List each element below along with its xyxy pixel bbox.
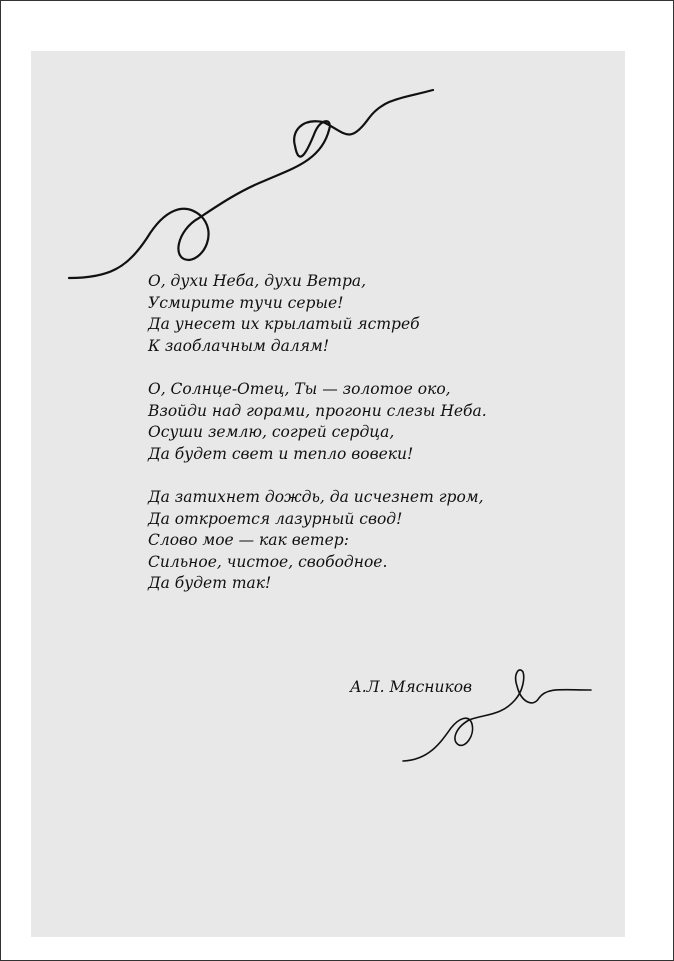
- poem-stanza: [148, 379, 568, 465]
- poem-body: [148, 271, 568, 617]
- poem-stanza: [148, 271, 568, 357]
- swirl-flourish-top: [39, 38, 449, 288]
- poem-line: Осуши землю, согрей сердца,: [148, 423, 395, 442]
- poem-line: Да будет свет и тепло вовеки!: [148, 444, 414, 463]
- poem-line: Взойди над горами, прогони слезы Неба.: [148, 401, 487, 420]
- poem-line: Да затихнет дождь, да исчезнет гром,: [148, 487, 484, 506]
- poem-stanza: [148, 487, 568, 595]
- poem-line: Усмирите тучи серые!: [148, 293, 344, 312]
- poem-line: Да унесет их крылатый ястреб: [148, 315, 420, 334]
- poem-line: Слово мое — как ветер:: [148, 531, 349, 550]
- poem-line: Да откроется лазурный свод!: [148, 509, 403, 528]
- poem-line: О, Солнце-Отец, Ты — золотое око,: [148, 379, 451, 398]
- swirl-flourish-bottom: [371, 642, 601, 767]
- poem-author: А.Л. Мясников: [350, 678, 473, 696]
- poem-line: О, духи Неба, духи Ветра,: [148, 272, 367, 290]
- poem-line: Сильное, чистое, свободное.: [148, 552, 388, 571]
- poem-line: Да будет так!: [148, 574, 272, 593]
- poem-line: К заоблачным далям!: [148, 336, 330, 355]
